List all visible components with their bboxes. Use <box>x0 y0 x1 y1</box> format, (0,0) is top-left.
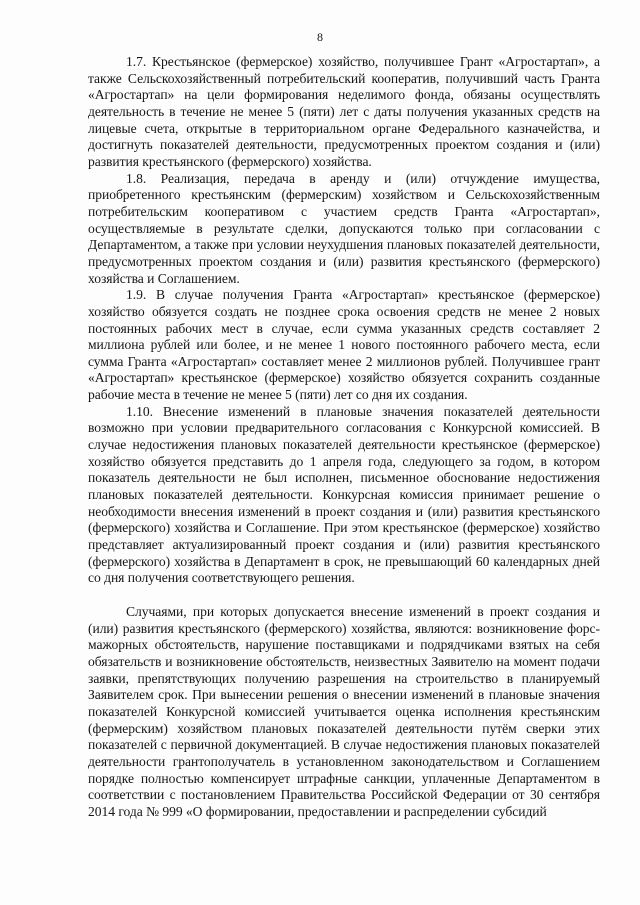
paragraph-1-9: 1.9. В случае получения Гранта «Агростартап» крестьянское (фермерское) хозяйство обязуется создать не позднее срока освоения средств не менее 2 новых постоянных рабочих мест в случае, если сумма указанных средств составляет 2 миллиона рублей или более, и не менее 1 нового постоянного рабочего места, если сумма Гранта «Агростартап» составляет менее 2 миллионов рублей. Получившее грант «Агростартап» крестьянское (фермерское) хозяйство обязуется сохранить созданные рабочие места в течение не менее 5 (пяти) лет со дня их создания. <box>88 287 600 403</box>
paragraph-cases: Случаями, при которых допускается внесение изменений в проект создания и (или) развития крестьянского (фермерского) хозяйства, являются: возникновение форс-мажорных обстоятельств, нарушение поставщиками и подрядчиками взятых на себя обязательств и возникновение обстоятельств, неизвестных Заявителю на момент подачи заявки, препятствующих получению разрешения на строительство в планируемый Заявителем срок. При вынесении решения о внесении изменений в плановые значения показателей Конкурсной комиссией учитывается оценка исполнения крестьянским (фермерским) хозяйством плановых показателей деятельности путём сверки этих показателей с первичной документацией. В случае недостижения плановых показателей деятельности грантополучатель в установленном законодательством и Соглашением порядке полностью компенсирует штрафные санкции, уплаченные Департаментом в соответствии с постановлением Правительства Российской Федерации от 30 сентября 2014 года № 999 «О формировании, предоставлении и распределении субсидий <box>88 604 600 819</box>
page-number: 8 <box>317 30 323 44</box>
paragraph-1-7: 1.7. Крестьянское (фермерское) хозяйство, получившее Грант «Агростартап», а также Сельскохозяйственный потребительский кооператив, получивший часть Гранта «Агростартап» на цели формирования неделимого фонда, обязаны осуществлять деятельность в течение не менее 5 (пяти) лет с даты получения указанных средств на лицевые счета, открытые в территориальном органе Федерального казначейства, и достигнуть показателей деятельности, предусмотренных проектом создания и (или) развития крестьянского (фермерского) хозяйства. <box>88 54 600 169</box>
paragraph-1-10: 1.10. Внесение изменений в плановые значения показателей деятельности возможно при условии предварительного согласования с Конкурсной комиссией. В случае недостижения плановых показателей деятельности крестьянское (фермерское) хозяйство обязуется представить до 1 апреля года, следующего за годом, в котором показатель деятельности не был исполнен, письменное обоснование недостижения плановых показателей деятельности. Конкурсная комиссия принимает решение о необходимости внесения изменений в проект создания и (или) развития крестьянского (фермерского) хозяйства и Соглашение. При этом крестьянское (фермерское) хозяйство представляет актуализированный проект создания и (или) развития крестьянского (фермерского) хозяйства в Департамент в срок, не превышающий 60 календарных дней со дня получения соответствующего решения. <box>88 403 600 586</box>
paragraph-1-8: 1.8. Реализация, передача в аренду и (или) отчуждение имущества, приобретенного крестьянским (фермерским) хозяйством и Сельскохозяйственным потребительским кооперативом с участием средств Гранта «Агростартап», осуществляемые в результате сделки, допускаются только при согласовании с Департаментом, а также при условии неухудшения плановых показателей деятельности, предусмотренных проектом создания и (или) развития крестьянского (фермерского) хозяйства и Соглашением. <box>88 170 600 286</box>
